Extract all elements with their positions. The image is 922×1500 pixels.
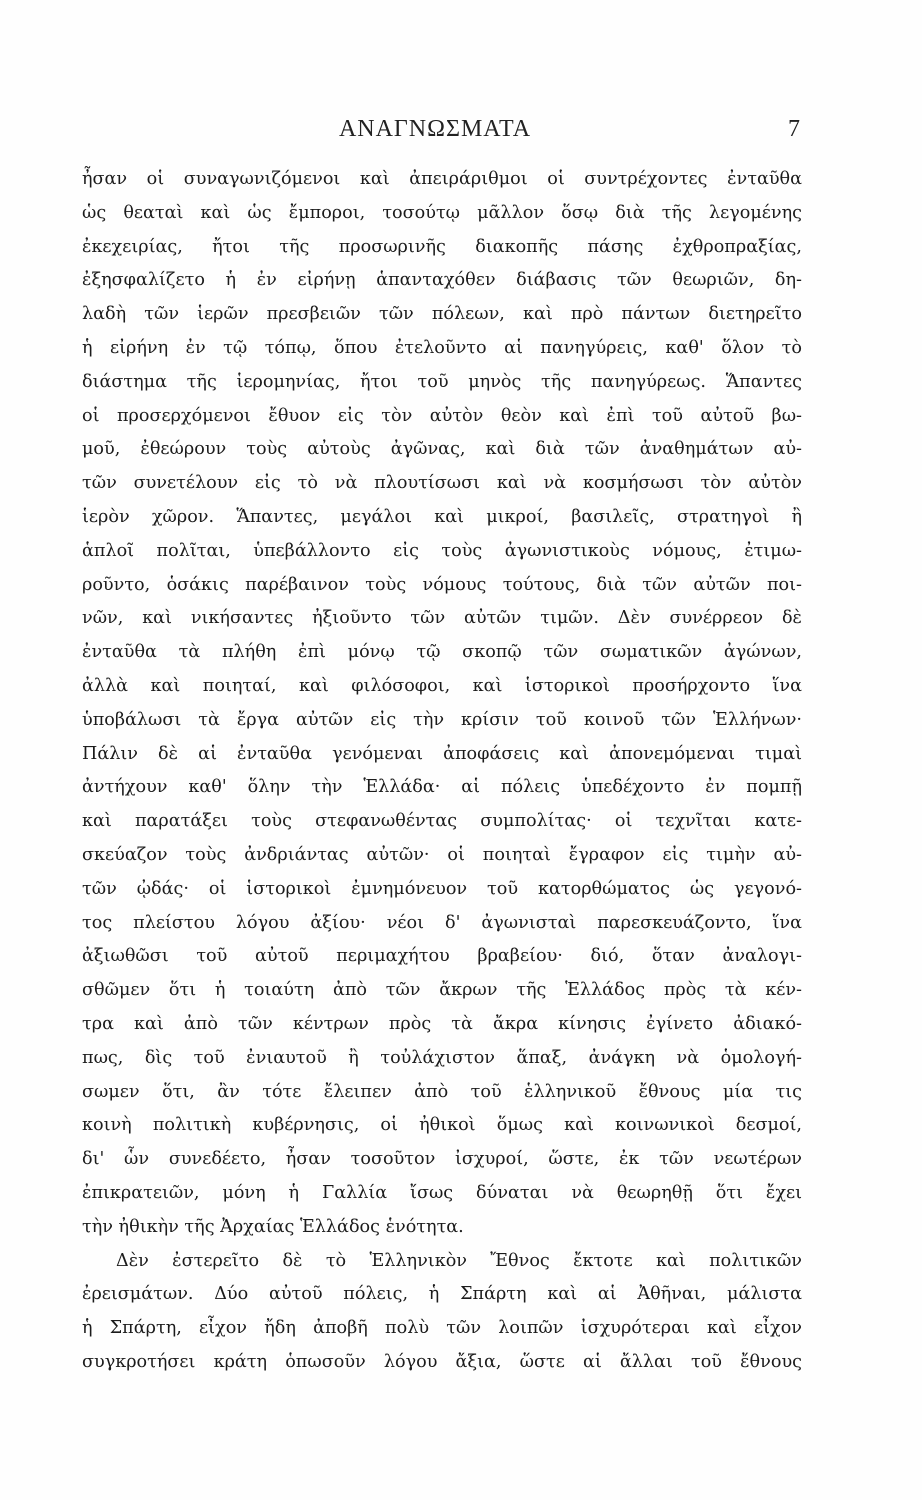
text-line: ροῦντο, ὁσάκις παρέβαινον τοὺς νόμους τούτους, διὰ τῶν αὐτῶν ποι- xyxy=(82,574,802,595)
text-line: ἡ Σπάρτη, εἶχον ἤδη ἀποβῆ πολὺ τῶν λοιπῶν ἰσχυρότεραι καὶ εἶχον xyxy=(82,1318,802,1339)
text-line: ἐνταῦθα τὰ πλήθη ἐπὶ μόνῳ τῷ σκοπῷ τῶν σωματικῶν ἀγώνων, xyxy=(82,642,802,663)
text-line: σωμεν ὅτι, ἂν τότε ἔλειπεν ἀπὸ τοῦ ἑλληνικοῦ ἔθνους μία τις xyxy=(82,1081,802,1102)
text-line: πως, δὶς τοῦ ἐνιαυτοῦ ἢ τοὐλάχιστον ἅπαξ, ἀνάγκη νὰ ὁμολογή- xyxy=(82,1047,802,1068)
text-line: ἀντήχουν καθ' ὅλην τὴν Ἑλλάδα· αἱ πόλεις ὑπεδέχοντο ἐν πομπῇ xyxy=(82,777,802,798)
text-line: καὶ παρατάξει τοὺς στεφανωθέντας συμπολίτας· οἱ τεχνῖται κατε- xyxy=(82,811,802,832)
text-line: Δὲν ἐστερεῖτο δὲ τὸ Ἑλληνικὸν Ἔθνος ἔκτοτε καὶ πολιτικῶν xyxy=(116,1250,802,1271)
text-line: ὑποβάλωσι τὰ ἔργα αὐτῶν εἰς τὴν κρίσιν τοῦ κοινοῦ τῶν Ἑλλήνων· xyxy=(82,709,802,730)
text-line: ἡ εἰρήνη ἐν τῷ τόπῳ, ὅπου ἐτελοῦντο αἱ πανηγύρεις, καθ' ὅλον τὸ xyxy=(82,337,802,358)
text-line: λαδὴ τῶν ἱερῶν πρεσβειῶν τῶν πόλεων, καὶ πρὸ πάντων διετηρεῖτο xyxy=(82,304,802,325)
text-line: ἁπλοῖ πολῖται, ὑπεβάλλοντο εἰς τοὺς ἀγωνιστικοὺς νόμους, ἐτιμω- xyxy=(82,540,802,561)
text-line: κοινὴ πολιτικὴ κυβέρνησις, οἱ ἠθικοὶ ὅμως καὶ κοινωνικοὶ δεσμοί, xyxy=(82,1115,802,1136)
text-line: νῶν, καὶ νικήσαντες ἠξιοῦντο τῶν αὐτῶν τιμῶν. Δὲν συνέρρεον δὲ xyxy=(82,608,802,629)
running-title: ΑΝΑΓΝΩΣΜΑΤΑ xyxy=(338,116,532,142)
text-line: τρα καὶ ἀπὸ τῶν κέντρων πρὸς τὰ ἄκρα κίνησις ἐγίνετο ἀδιακό- xyxy=(82,1013,802,1034)
body-text xyxy=(82,163,802,1380)
page-number: 7 xyxy=(788,116,800,142)
text-line: ἱερὸν χῶρον. Ἅπαντες, μεγάλοι καὶ μικροί, βασιλεῖς, στρατηγοὶ ἢ xyxy=(82,506,802,527)
text-line: ἦσαν οἱ συναγωνιζόμενοι καὶ ἀπειράριθμοι οἱ συντρέχοντες ἐνταῦθα xyxy=(82,169,802,189)
text-line: τῶν ᾠδάς· οἱ ἱστορικοὶ ἐμνημόνευον τοῦ κατορθώματος ὡς γεγονό- xyxy=(82,878,802,899)
page-header xyxy=(70,116,800,152)
text-line: ἀλλὰ καὶ ποιηταί, καὶ φιλόσοφοι, καὶ ἱστορικοὶ προσήρχοντο ἵνα xyxy=(82,675,802,696)
text-line: διάστημα τῆς ἱερομηνίας, ἤτοι τοῦ μηνὸς τῆς πανηγύρεως. Ἅπαντες xyxy=(82,371,802,392)
text-line: ἐπικρατειῶν, μόνη ἡ Γαλλία ἴσως δύναται νὰ θεωρηθῇ ὅτι ἔχει xyxy=(82,1182,802,1203)
text-line: δι' ὧν συνεδέετο, ἦσαν τοσοῦτον ἰσχυροί, ὥστε, ἐκ τῶν νεωτέρων xyxy=(82,1149,802,1170)
text-line: ἐκεχειρίας, ἤτοι τῆς προσωρινῆς διακοπῆς πάσης ἐχθροπραξίας, xyxy=(82,236,802,257)
text-line: ἐξησφαλίζετο ἡ ἐν εἰρήνῃ ἁπανταχόθεν διάβασις τῶν θεωριῶν, δη- xyxy=(82,270,802,291)
text-line: μοῦ, ἐθεώρουν τοὺς αὐτοὺς ἀγῶνας, καὶ διὰ τῶν ἀναθημάτων αὐ- xyxy=(82,439,802,460)
text-line: Πάλιν δὲ αἱ ἐνταῦθα γενόμεναι ἀποφάσεις καὶ ἀπονεμόμεναι τιμαὶ xyxy=(82,743,802,764)
text-line: τος πλείστου λόγου ἀξίου· νέοι δ' ἀγωνισταὶ παρεσκευάζοντο, ἵνα xyxy=(82,912,802,933)
text-line: τὴν ἠθικὴν τῆς Ἀρχαίας Ἑλλάδος ἑνότητα. xyxy=(82,1216,464,1237)
text-line: τῶν συνετέλουν εἰς τὸ νὰ πλουτίσωσι καὶ νὰ κοσμήσωσι τὸν αὐτὸν xyxy=(82,473,802,494)
text-line: ὡς θεαταὶ καὶ ὡς ἔμποροι, τοσούτῳ μᾶλλον ὅσῳ διὰ τῆς λεγομένης xyxy=(82,202,802,223)
text-line: οἱ προσερχόμενοι ἔθυον εἰς τὸν αὐτὸν θεὸν καὶ ἐπὶ τοῦ αὐτοῦ βω- xyxy=(82,405,802,426)
text-line: σκεύαζον τοὺς ἀνδριάντας αὐτῶν· οἱ ποιηταὶ ἔγραφον εἰς τιμὴν αὐ- xyxy=(82,844,802,865)
text-line: ἐρεισμάτων. Δύο αὐτοῦ πόλεις, ἡ Σπάρτη καὶ αἱ Ἀθῆναι, μάλιστα xyxy=(82,1284,802,1305)
text-line: σθῶμεν ὅτι ἡ τοιαύτη ἀπὸ τῶν ἄκρων τῆς Ἑλλάδος πρὸς τὰ κέν- xyxy=(82,980,802,1001)
text-line: ἀξιωθῶσι τοῦ αὐτοῦ περιμαχήτου βραβείου· διό, ὅταν ἀναλογι- xyxy=(82,946,802,967)
text-line: συγκροτήσει κράτη ὁπωσοῦν λόγου ἄξια, ὥστε αἱ ἄλλαι τοῦ ἔθνους xyxy=(82,1351,802,1372)
